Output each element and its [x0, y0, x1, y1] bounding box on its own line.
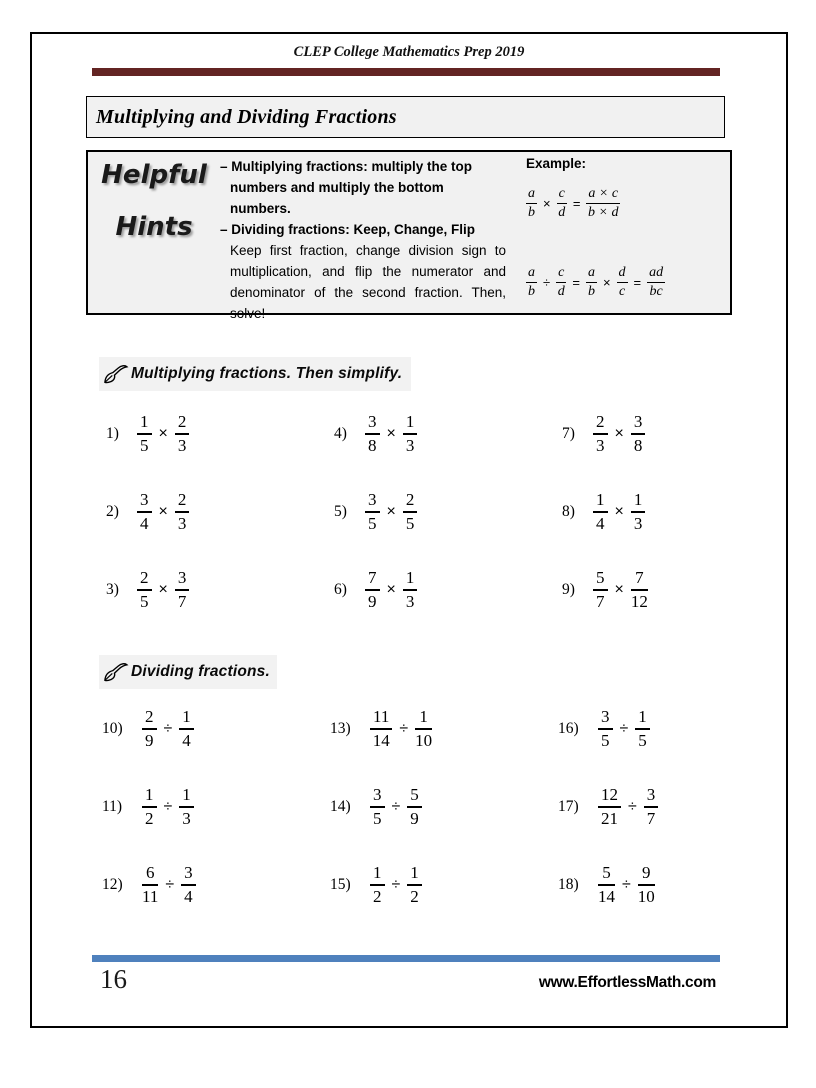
- lesson-title: Multiplying and Dividing Fractions: [96, 105, 397, 128]
- operator: ×: [614, 503, 624, 520]
- operator: ×: [386, 503, 396, 520]
- section-heading-text: Multiplying fractions. Then simplify.: [131, 365, 403, 382]
- first-fraction: [370, 785, 385, 829]
- denominator: 10: [415, 731, 433, 750]
- denominator: 14: [598, 887, 615, 906]
- numerator: 6: [142, 863, 158, 886]
- operator: ×: [614, 581, 624, 598]
- numerator: 1: [635, 707, 650, 730]
- first-fraction: [593, 412, 608, 456]
- second-fraction: [175, 568, 190, 612]
- denominator: 3: [177, 436, 187, 455]
- denominator: 7: [177, 592, 187, 611]
- denominator: 5: [601, 731, 610, 750]
- denominator: 7: [596, 592, 605, 611]
- fraction: $\frac{a}{b}$: [528, 186, 535, 220]
- second-fraction: [635, 707, 650, 751]
- division-rule-formula: [526, 265, 726, 300]
- first-fraction: [370, 707, 392, 751]
- pen-icon: [103, 660, 129, 684]
- denominator: 8: [633, 436, 643, 455]
- denominator: 4: [182, 731, 191, 750]
- numerator: 2: [593, 412, 608, 435]
- numerator: 1: [142, 785, 157, 808]
- denominator: 4: [596, 514, 605, 533]
- operator: ÷: [391, 876, 401, 893]
- denominator: 5: [405, 514, 415, 533]
- numerator: 3: [631, 412, 646, 435]
- second-fraction: [175, 412, 190, 456]
- section-heading-multiplying: [99, 357, 411, 391]
- problem-item: [334, 551, 562, 629]
- operator: ÷: [391, 798, 401, 815]
- numerator: 2: [142, 707, 157, 730]
- first-fraction: [598, 707, 613, 751]
- problem-item: [330, 768, 558, 846]
- denominator: 9: [145, 731, 154, 750]
- numerator: 1: [631, 490, 646, 513]
- operator: ÷: [619, 720, 629, 737]
- first-fraction: [598, 863, 615, 907]
- problem-item: [106, 551, 334, 629]
- second-fraction: [403, 568, 418, 612]
- problem-number: 13): [330, 720, 351, 737]
- second-fraction: [631, 490, 646, 534]
- numerator: 3: [137, 490, 152, 513]
- footer-rule: [92, 955, 720, 962]
- denominator: 14: [372, 731, 390, 750]
- problem-number: 14): [330, 798, 351, 815]
- denominator: 10: [637, 887, 655, 906]
- numerator: 3: [365, 412, 380, 435]
- problem-number: 11): [102, 798, 123, 815]
- numerator: 2: [137, 568, 152, 591]
- first-fraction: [142, 863, 158, 907]
- operator: =: [572, 196, 581, 211]
- numerator: 1: [407, 863, 422, 886]
- first-fraction: [365, 412, 380, 456]
- second-fraction: [403, 412, 418, 456]
- operator: ÷: [165, 876, 175, 893]
- problem-item: [102, 846, 330, 924]
- hints-label-line2: Hints: [115, 212, 193, 242]
- numerator: 1: [179, 785, 194, 808]
- denominator: 11: [142, 887, 159, 906]
- numerator: 2: [175, 490, 190, 513]
- first-fraction: [142, 707, 157, 751]
- denominator: 3: [405, 436, 415, 455]
- second-fraction: [179, 707, 194, 751]
- numerator: 1: [593, 490, 608, 513]
- numerator: 5: [407, 785, 422, 808]
- fraction: $\frac{c}{d}$: [557, 265, 565, 299]
- problem-item: [562, 551, 790, 629]
- fraction: $\frac{d}{c}$: [618, 265, 626, 299]
- numerator: 5: [598, 863, 615, 886]
- fraction: $\frac{ad}{bc}$: [649, 265, 664, 299]
- numerator: 3: [644, 785, 659, 808]
- first-fraction: [593, 568, 608, 612]
- operator: ÷: [163, 720, 173, 737]
- denominator: 3: [596, 436, 605, 455]
- problem-number: 17): [558, 798, 579, 815]
- pen-icon: [103, 362, 129, 386]
- second-fraction: [181, 863, 196, 907]
- operator: ×: [602, 275, 611, 290]
- problem-number: 10): [102, 720, 123, 737]
- first-fraction: [365, 490, 380, 534]
- numerator: 1: [415, 707, 432, 730]
- first-fraction: [137, 568, 152, 612]
- worksheet-page: [30, 32, 788, 1028]
- operator: ÷: [163, 798, 173, 815]
- denominator: 4: [140, 514, 149, 533]
- numerator: 1: [370, 863, 385, 886]
- operator: =: [572, 275, 580, 290]
- first-fraction: [593, 490, 608, 534]
- hint-dividing-body: Keep first fraction, change division sign to multiplication, and flip the numerator and denominator of the second fraction. Then, solve!: [230, 243, 506, 321]
- operator: ÷: [628, 798, 637, 815]
- problem-number: 9): [562, 581, 575, 598]
- numerator: 11: [370, 707, 392, 730]
- numerator: 3: [598, 707, 613, 730]
- fraction: $\frac{a}{b}$: [528, 265, 535, 299]
- second-fraction: [415, 707, 432, 751]
- denominator: 3: [177, 514, 187, 533]
- numerator: 3: [181, 863, 196, 886]
- denominator: 2: [410, 887, 419, 906]
- problem-number: 4): [334, 425, 347, 442]
- second-fraction: [407, 785, 422, 829]
- problem-number: 7): [562, 425, 575, 442]
- operator: ×: [386, 425, 396, 442]
- denominator: 5: [373, 809, 382, 828]
- denominator: 4: [184, 887, 193, 906]
- second-fraction: [403, 490, 418, 534]
- problem-number: 15): [330, 876, 351, 893]
- multiplying-problems-grid: [106, 395, 790, 629]
- fraction: $\frac{a \times c}{b \times d}$: [588, 186, 619, 220]
- running-header-title: CLEP College Mathematics Prep 2019: [293, 44, 525, 60]
- operator: ×: [158, 503, 168, 520]
- numerator: 9: [638, 863, 655, 886]
- first-fraction: [137, 412, 152, 456]
- problem-number: 16): [558, 720, 579, 737]
- operator: ×: [614, 425, 624, 442]
- denominator: 5: [368, 514, 377, 533]
- problem-item: [334, 395, 562, 473]
- first-fraction: [598, 785, 621, 829]
- problem-number: 8): [562, 503, 575, 520]
- denominator: 5: [140, 436, 149, 455]
- section-heading-dividing: [99, 655, 277, 689]
- numerator: 5: [593, 568, 608, 591]
- denominator: 3: [633, 514, 643, 533]
- denominator: 9: [368, 592, 377, 611]
- operator: =: [633, 275, 642, 290]
- problem-item: [562, 473, 790, 551]
- problem-item: [334, 473, 562, 551]
- lesson-title-box: [86, 96, 725, 138]
- numerator: 3: [175, 568, 190, 591]
- problem-number: 1): [106, 425, 119, 442]
- operator: ÷: [622, 876, 631, 893]
- numerator: 7: [631, 568, 648, 591]
- problem-item: [106, 473, 334, 551]
- first-fraction: [137, 490, 152, 534]
- page-number: 16: [100, 964, 127, 994]
- problem-item: [558, 690, 786, 768]
- second-fraction: [644, 785, 659, 829]
- operator: ×: [386, 581, 396, 598]
- hint-dividing-title: – Dividing fractions: Keep, Change, Flip: [220, 222, 476, 237]
- example-panel: [518, 152, 730, 313]
- problem-item: [562, 395, 790, 473]
- helpful-hints-label: [88, 152, 220, 313]
- denominator: 2: [145, 809, 154, 828]
- hints-label-line1: Helpful: [101, 160, 207, 190]
- denominator: 9: [410, 809, 419, 828]
- denominator: 5: [140, 592, 149, 611]
- problem-item: [330, 846, 558, 924]
- numerator: 2: [175, 412, 190, 435]
- problem-number: 12): [102, 876, 123, 893]
- example-label: Example:: [526, 156, 587, 171]
- problem-number: 3): [106, 581, 119, 598]
- first-fraction: [370, 863, 385, 907]
- hints-text: [220, 152, 518, 321]
- problem-number: 2): [106, 503, 119, 520]
- numerator: 12: [598, 785, 621, 808]
- problem-item: [558, 846, 786, 924]
- second-fraction: [631, 412, 646, 456]
- second-fraction: [175, 490, 190, 534]
- numerator: 1: [403, 568, 418, 591]
- first-fraction: [142, 785, 157, 829]
- numerator: 2: [403, 490, 418, 513]
- first-fraction: [365, 568, 380, 612]
- second-fraction: [407, 863, 422, 907]
- multiplication-rule-formula: [526, 186, 726, 221]
- problem-number: 18): [558, 876, 579, 893]
- denominator: 3: [405, 592, 415, 611]
- hint-multiplying: – Multiplying fractions: multiply the top numbers and multiply the bottom numbers.: [220, 159, 472, 216]
- section-heading-text: Dividing fractions.: [131, 663, 271, 680]
- helpful-hints-panel: [86, 150, 732, 321]
- problem-item: [106, 395, 334, 473]
- denominator: 3: [182, 809, 191, 828]
- numerator: 1: [137, 412, 152, 435]
- numerator: 1: [403, 412, 418, 435]
- header-rule: [92, 68, 720, 76]
- denominator: 2: [373, 887, 382, 906]
- denominator: 21: [601, 809, 618, 828]
- operator: ×: [158, 425, 168, 442]
- problem-item: [330, 690, 558, 768]
- problem-number: 5): [334, 503, 347, 520]
- second-fraction: [638, 863, 655, 907]
- denominator: 12: [630, 592, 648, 611]
- denominator: 7: [646, 809, 656, 828]
- problem-item: [558, 768, 786, 846]
- operator: ÷: [543, 275, 551, 290]
- fraction: $\frac{a}{b}$: [587, 265, 595, 299]
- dividing-problems-grid: [102, 690, 786, 924]
- problem-item: [102, 768, 330, 846]
- second-fraction: [631, 568, 648, 612]
- website-url: www.EffortlessMath.com: [538, 974, 716, 991]
- numerator: 3: [365, 490, 380, 513]
- numerator: 3: [370, 785, 385, 808]
- problem-item: [102, 690, 330, 768]
- operator: ×: [543, 196, 551, 211]
- second-fraction: [179, 785, 194, 829]
- operator: ×: [158, 581, 168, 598]
- numerator: 7: [365, 568, 380, 591]
- fraction: $\frac{c}{d}$: [558, 186, 566, 220]
- denominator: 8: [368, 436, 377, 455]
- operator: ÷: [399, 720, 409, 737]
- denominator: 5: [638, 731, 647, 750]
- numerator: 1: [179, 707, 194, 730]
- problem-number: 6): [334, 581, 347, 598]
